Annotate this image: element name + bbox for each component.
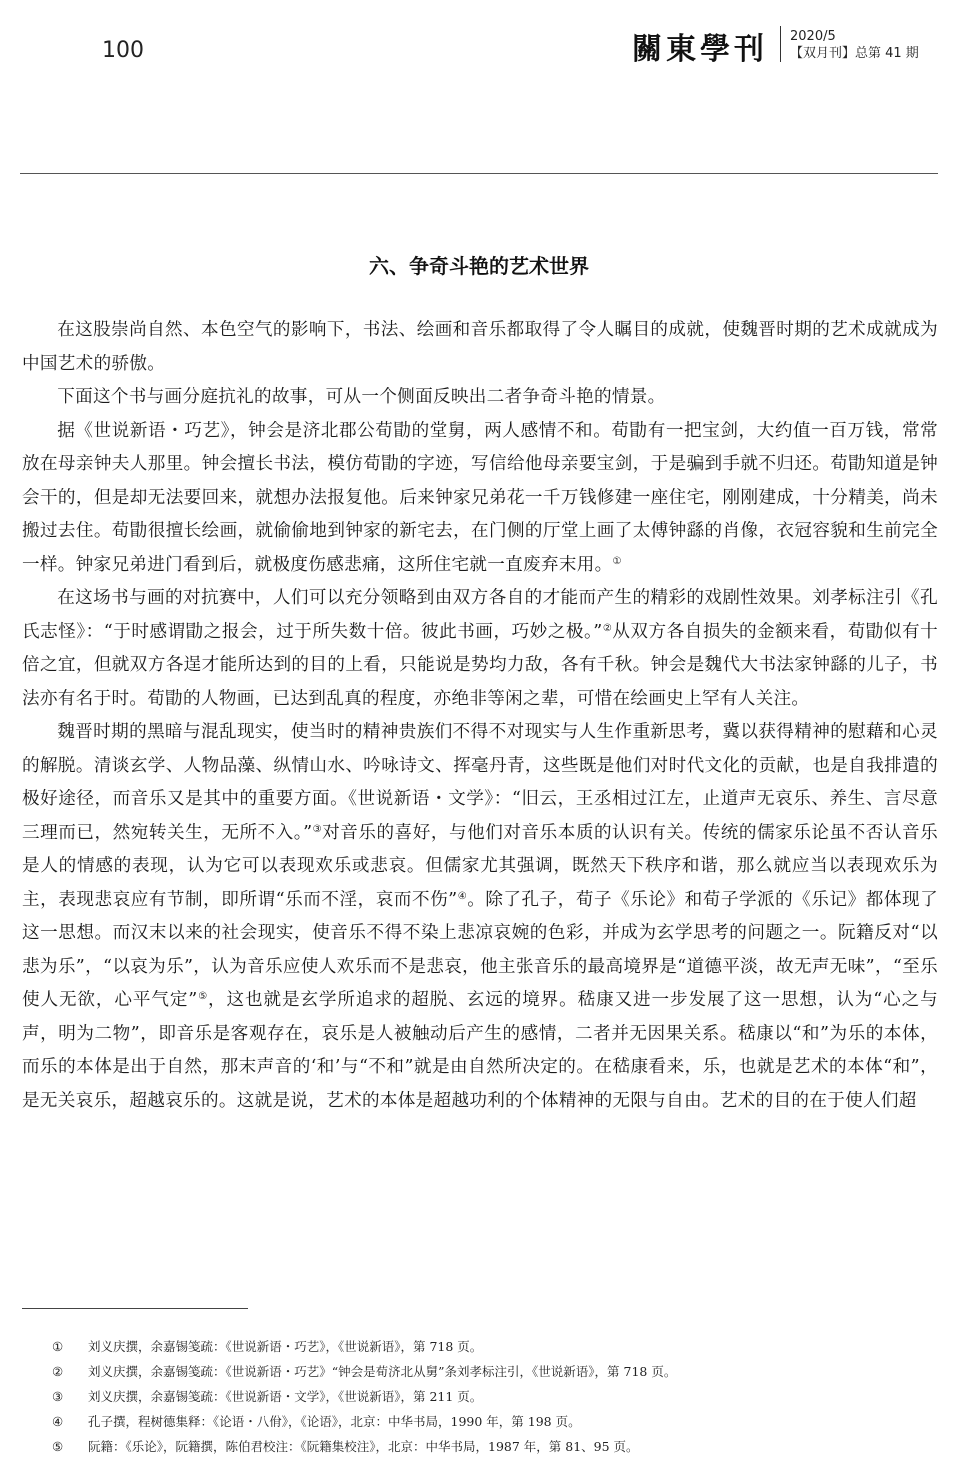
header-divider — [780, 26, 781, 62]
footnote-3 — [52, 1384, 932, 1409]
footnote-text: 孔子撰，程树德集释：《论语・八佾》，《论语》，北京：中华书局，1990 年，第 198 页。 — [88, 1414, 581, 1429]
paragraph-text: 在这股崇尚自然、本色空气的影响下，书法、绘画和音乐都取得了令人瞩目的成就，使魏晋时期的艺术成就成为中国艺术的骄傲。 — [22, 320, 938, 374]
issue-number: 【双月刊】总第 41 期 — [790, 46, 919, 61]
footnote-ref-1[interactable]: ① — [612, 555, 622, 567]
paragraph-text: 。除了孔子，荀子《乐论》和荀子学派的《乐记》都体现了这一思想。而汉末以来的社会现实，使音乐不得不染上悲凉哀婉的色彩，并成为玄学思考的问题之一。阮籍反对“以悲为乐”，“以哀为乐”，认为音乐应使人欢乐而不是悲哀，他主张音乐的最高境界是“道德平淡，故无声无味”，“至乐使人无欲，心平气定” — [22, 889, 938, 1010]
article-body — [22, 314, 938, 1118]
footnote-marker: ③ — [52, 1389, 64, 1404]
footnote-2 — [52, 1359, 932, 1384]
section-title: 六、争奇斗艳的艺术世界 — [369, 254, 589, 278]
footnote-marker: ② — [52, 1364, 64, 1379]
paragraph-3 — [22, 415, 938, 583]
paragraph-text: 魏晋时期的黑暗与混乱现实，使当时的精神贵族们不得不对现实与人生作重新思考，冀以获得精神的慰藉和心灵的解脱。清谈玄学、人物品藻、纵情山水、吟咏诗文、挥毫丹青，这些既是他们对时代文化的贡献，也是自我排遣的极好途径，而音乐又是其中的重要方面。《世说新语・文学》：“旧云，王丞相过江左，止道声无哀乐、养生、言尽意三理而已，然宛转关生，无所不入。” — [22, 722, 938, 843]
footnote-text: 刘义庆撰，余嘉锡笺疏：《世说新语・巧艺》“钟会是荀济北从舅”条刘孝标注引，《世说新语》，第 718 页。 — [88, 1364, 677, 1379]
paragraph-text: 从双方各自损失的金额来看，荀勖似有十倍之宜，但就双方各逞才能所达到的目的上看，只能说是势均力敌，各有千秋。钟会是魏代大书法家钟繇的儿子，书法亦有名于时。荀勖的人物画，已达到乱真的程度，亦绝非等闲之辈，可惜在绘画史上罕有人关注。 — [22, 621, 939, 709]
footnote-marker: ⑤ — [52, 1439, 64, 1454]
paragraph-5 — [22, 716, 938, 1118]
footnote-marker: ④ — [52, 1414, 64, 1429]
paragraph-2 — [22, 381, 938, 415]
footnote-ref-3[interactable]: ③ — [312, 823, 323, 835]
page-number: 100 — [102, 38, 144, 63]
footnote-rule — [22, 1308, 248, 1309]
paragraph-text: ，这也就是玄学所追求的超脱、玄远的境界。嵇康又进一步发展了这一思想，认为“心之与声，明为二物”，即音乐是客观存在，哀乐是人被触动后产生的感情，二者并无因果关系。嵇康以“和”为乐的本体，而乐的本体是出于自然，那末声音的‘和’与“不和”就是由自然所决定的。在嵇康看来，乐，也就是艺术的本体“和”，是无关哀乐，超越哀乐的。这就是说，艺术的本体是超越功利的个体精神的无限与自由。艺术的目的在于使人们超 — [22, 990, 939, 1111]
header-rule — [20, 173, 938, 174]
footnote-text: 刘义庆撰，余嘉锡笺疏：《世说新语・文学》，《世说新语》，第 211 页。 — [88, 1389, 483, 1404]
paragraph-1 — [22, 314, 938, 381]
footnote-ref-4[interactable]: ④ — [457, 890, 468, 902]
footnote-ref-2[interactable]: ② — [602, 622, 613, 634]
footnote-text: 阮籍：《乐论》，阮籍撰，陈伯君校注：《阮籍集校注》，北京：中华书局，1987 年，第 81、95 页。 — [88, 1439, 639, 1454]
paragraph-4 — [22, 582, 938, 716]
footnotes — [52, 1334, 932, 1459]
footnote-marker: ① — [52, 1339, 64, 1354]
issue-info — [790, 28, 919, 62]
paragraph-text: 据《世说新语・巧艺》，钟会是济北郡公荀勖的堂舅，两人感情不和。荀勖有一把宝剑，大约值一百万钱，常常放在母亲钟夫人那里。钟会擅长书法，模仿荀勖的字迹，写信给他母亲要宝剑，于是骗到手就不归还。荀勖知道是钟会干的，但是却无法要回来，就想办法报复他。后来钟家兄弟花一千万钱修建一座住宅，刚刚建成，十分精美，尚未搬过去住。荀勖很擅长绘画，就偷偷地到钟家的新宅去，在门侧的厅堂上画了太傅钟繇的肖像，衣冠容貌和生前完全一样。钟家兄弟进门看到后，就极度伤感悲痛，这所住宅就一直废弃末用。 — [22, 420, 938, 575]
footnote-1 — [52, 1334, 932, 1359]
footnote-4 — [52, 1409, 932, 1434]
journal-logo: 關東學刊 — [632, 32, 768, 67]
paragraph-text: 对音乐的喜好，与他们对音乐本质的认识有关。传统的儒家乐论虽不否认音乐是人的情感的表现，认为它可以表现欢乐或悲哀。但儒家尤其强调，既然天下秩序和谐，那么就应当以表现欢乐为主，表现悲哀应有节制，即所谓“乐而不淫，哀而不伤” — [22, 822, 938, 910]
footnote-text: 刘义庆撰，余嘉锡笺疏：《世说新语・巧艺》，《世说新语》，第 718 页。 — [88, 1339, 483, 1354]
issue-date: 2020/5 — [790, 29, 836, 44]
footnote-ref-5[interactable]: ⑤ — [197, 991, 209, 1002]
paragraph-text: 下面这个书与画分庭抗礼的故事，可从一个侧面反映出二者争奇斗艳的情景。 — [57, 387, 666, 407]
paragraph-text: 在这场书与画的对抗赛中，人们可以充分领略到由双方各自的才能而产生的精彩的戏剧性效果。刘孝标注引《孔氏志怪》：“于时感谓勖之报会，过于所失数十倍。彼此书画，巧妙之极。” — [22, 588, 938, 642]
footnote-5 — [52, 1434, 932, 1459]
